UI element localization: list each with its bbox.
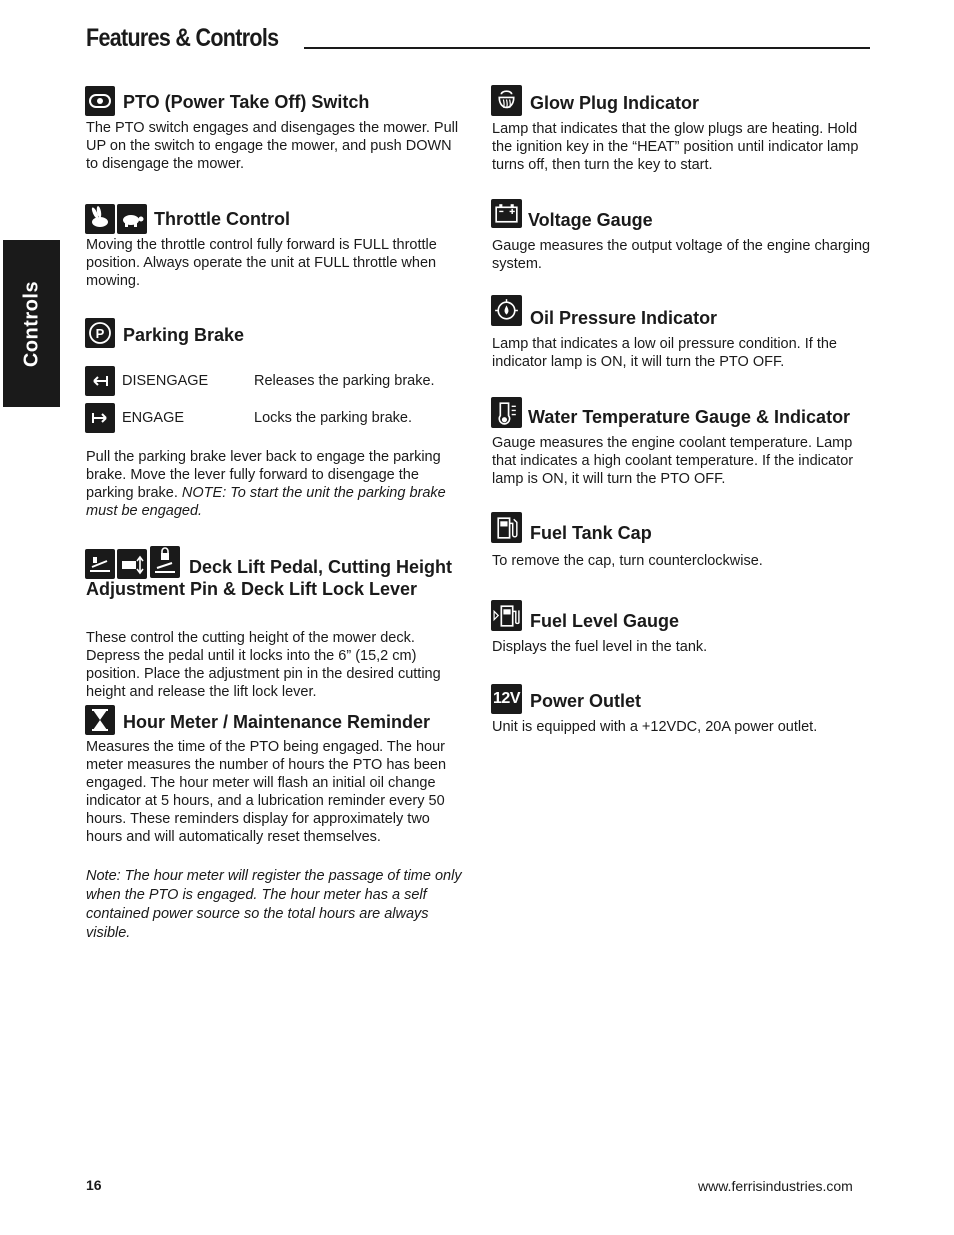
hour-note: Note: The hour meter will register the passage of time only when the PTO is engaged. The hour meter has a self contained power source so the total hours are always visible.: [86, 868, 462, 941]
page-title: Features & Controls: [86, 24, 279, 52]
disengage-desc: Releases the parking brake.: [254, 373, 435, 389]
throttle-heading: Throttle Control: [154, 209, 290, 229]
fuel-pump-icon: [491, 512, 522, 543]
engage-label: ENGAGE: [122, 410, 185, 426]
rabbit-icon: [85, 204, 115, 234]
water-heading: Water Temperature Gauge & Indicator: [528, 407, 851, 427]
power-body: Unit is equipped with a +12VDC, 20A power outlet.: [492, 719, 818, 735]
hourglass-icon: [85, 705, 115, 735]
parking-brake-icon: [85, 318, 115, 348]
svg-text:P: P: [95, 326, 105, 341]
pto-heading: PTO (Power Take Off) Switch: [123, 92, 370, 112]
glow-plug-icon: [491, 85, 522, 116]
power-outlet-icon-text: 12V: [493, 690, 520, 707]
glow-body: Lamp that indicates that the glow plugs are heating. Hold the ignition key in the “HEAT” position until indicator lamp turns off, then turn the key to start.: [492, 121, 859, 173]
power-outlet-icon: [491, 684, 522, 714]
disengage-label: DISENGAGE: [122, 373, 209, 389]
side-tab: [3, 240, 60, 407]
voltage-heading: Voltage Gauge: [528, 210, 653, 230]
brake-engage-icon: [85, 403, 115, 433]
throttle-body: Moving the throttle control fully forward is FULL throttle position. Always operate the unit at FULL throttle when mowing.: [86, 237, 437, 289]
voltage-body: Gauge measures the output voltage of the engine charging system.: [492, 238, 871, 272]
fuellevel-heading: Fuel Level Gauge: [530, 611, 680, 631]
pto-switch-icon: [85, 86, 115, 116]
pto-body: The PTO switch engages and disengages the mower. Pull UP on the switch to engage the mower, and push DOWN to disengage the mower.: [86, 120, 459, 172]
fuelcap-body: To remove the cap, turn counterclockwise.: [492, 553, 763, 569]
footer-url[interactable]: www.ferrisindustries.com: [698, 1178, 853, 1194]
coolant-temperature-icon: [491, 397, 522, 428]
engage-desc: Locks the parking brake.: [254, 410, 412, 426]
oil-pressure-icon: [491, 295, 522, 326]
battery-icon: [491, 199, 522, 228]
parking-body-text: Pull the parking brake lever back to engage the parking brake. Move the lever fully forward to disengage the parking brake.: [86, 449, 441, 501]
side-tab-label: Controls: [20, 280, 42, 367]
fuellevel-body: Displays the fuel level in the tank.: [492, 639, 708, 655]
title-rule: [304, 47, 870, 49]
water-body: Gauge measures the engine coolant temperature. Lamp that indicates a high coolant temperature. If the indicator lamp is ON, it will turn the PTO OFF.: [492, 435, 854, 487]
power-heading: Power Outlet: [530, 691, 642, 711]
hour-body: Measures the time of the PTO being engaged. The hour meter measures the number of hours the PTO has been engaged. The hour meter will flash an initial oil change indicator at 5 hours, and a lubrication reminder every 50 hours. These reminders display for approximately two hours and will automatically reset themselves.: [86, 739, 447, 845]
fuelcap-heading: Fuel Tank Cap: [530, 523, 652, 543]
turtle-icon: [117, 204, 147, 234]
deck-body: These control the cutting height of the mower deck. Depress the pedal until it locks into the 6” (15,2 cm) position. Place the adjustment pin in the desired cutting height and release the lift lock lever.: [86, 630, 441, 700]
hour-heading: Hour Meter / Maintenance Reminder: [123, 712, 431, 732]
oil-body: Lamp that indicates a low oil pressure condition. If the indicator lamp is ON, it will turn the PTO OFF.: [492, 336, 837, 370]
parking-heading: Parking Brake: [123, 325, 245, 345]
deck-heading: Deck Lift Pedal, Cutting Height Adjustment Pin & Deck Lift Lock Lever: [86, 557, 453, 599]
parking-body: [86, 448, 466, 520]
glow-heading: Glow Plug Indicator: [530, 93, 700, 113]
page-number: 16: [86, 1177, 102, 1193]
fuel-level-icon: [491, 600, 522, 631]
oil-heading: Oil Pressure Indicator: [530, 308, 718, 328]
parking-note: NOTE: To start the unit the parking brake must be engaged.: [86, 485, 446, 519]
brake-release-icon: [85, 366, 115, 396]
